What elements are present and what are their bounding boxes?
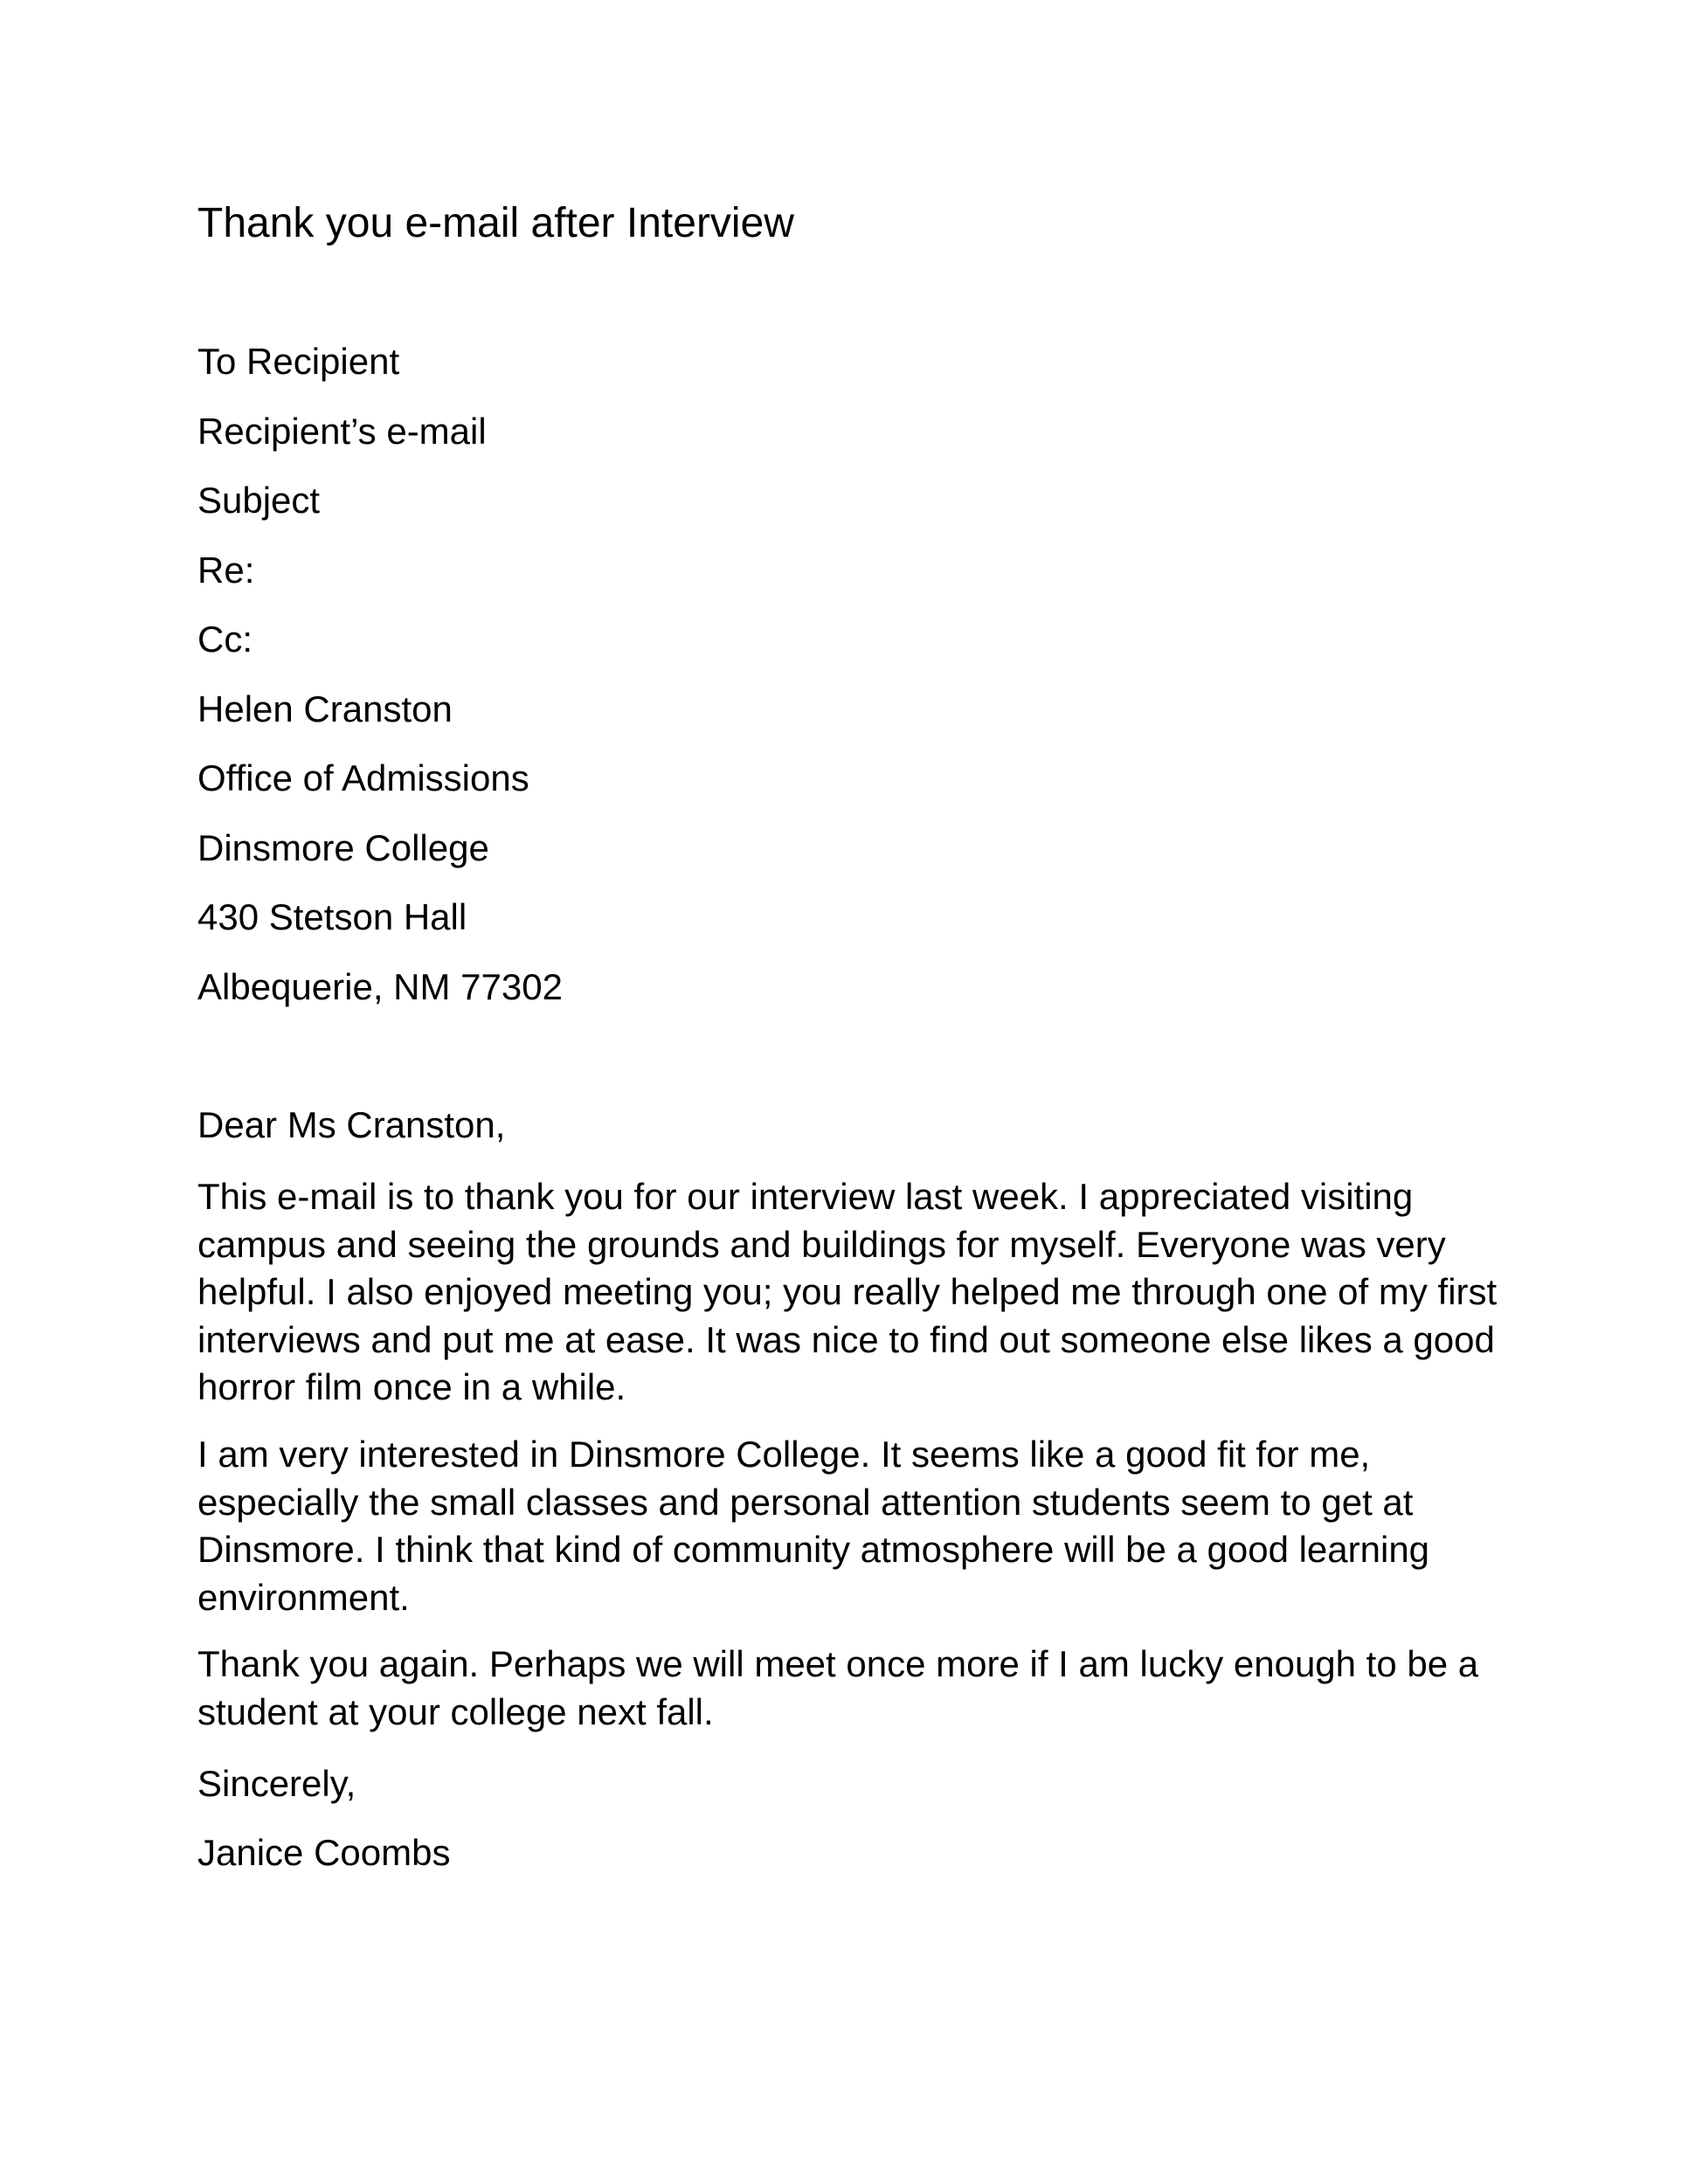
recipient-street-address: 430 Stetson Hall — [197, 896, 467, 937]
body-paragraph-3: Thank you again. Perhaps we will meet once more if I am lucky enough to be a student at your college next fall. — [197, 1643, 1479, 1732]
recipient-city-state-zip: Albequerie, NM 77302 — [197, 965, 563, 1007]
signature-name: Janice Coombs — [197, 1832, 451, 1873]
header-line-to-recipient: To Recipient — [197, 341, 400, 382]
recipient-header-block — [197, 339, 563, 1033]
recipient-name: Helen Cranston — [197, 688, 453, 729]
header-line-recipient-email: Recipient’s e-mail — [197, 410, 487, 452]
letter-greeting: Dear Ms Cranston, — [197, 1104, 506, 1145]
body-paragraph-2: I am very interested in Dinsmore College. It seems like a good fit for me, especially the small classes and personal attention students seem to get at Dinsmore. I think that kind of community atmosphere will be a good learning environment. — [197, 1434, 1430, 1618]
header-line-re: Re: — [197, 549, 255, 591]
document-title: Thank you e-mail after Interview — [197, 200, 794, 246]
recipient-institution: Dinsmore College — [197, 826, 489, 868]
body-paragraph-1: This e-mail is to thank you for our interview last week. I appreciated visiting campus and seeing the grounds and buildings for myself. Everyone was very helpful. I also enjoyed meeting you; you really helped me through one of my first interviews and put me at ease. It was nice to find out someone else likes a good horror film once in a while. — [197, 1176, 1498, 1407]
header-line-subject: Subject — [197, 480, 321, 521]
letter-closing: Sincerely, — [197, 1763, 356, 1804]
recipient-office: Office of Admissions — [197, 757, 529, 798]
header-line-cc: Cc: — [197, 619, 253, 660]
